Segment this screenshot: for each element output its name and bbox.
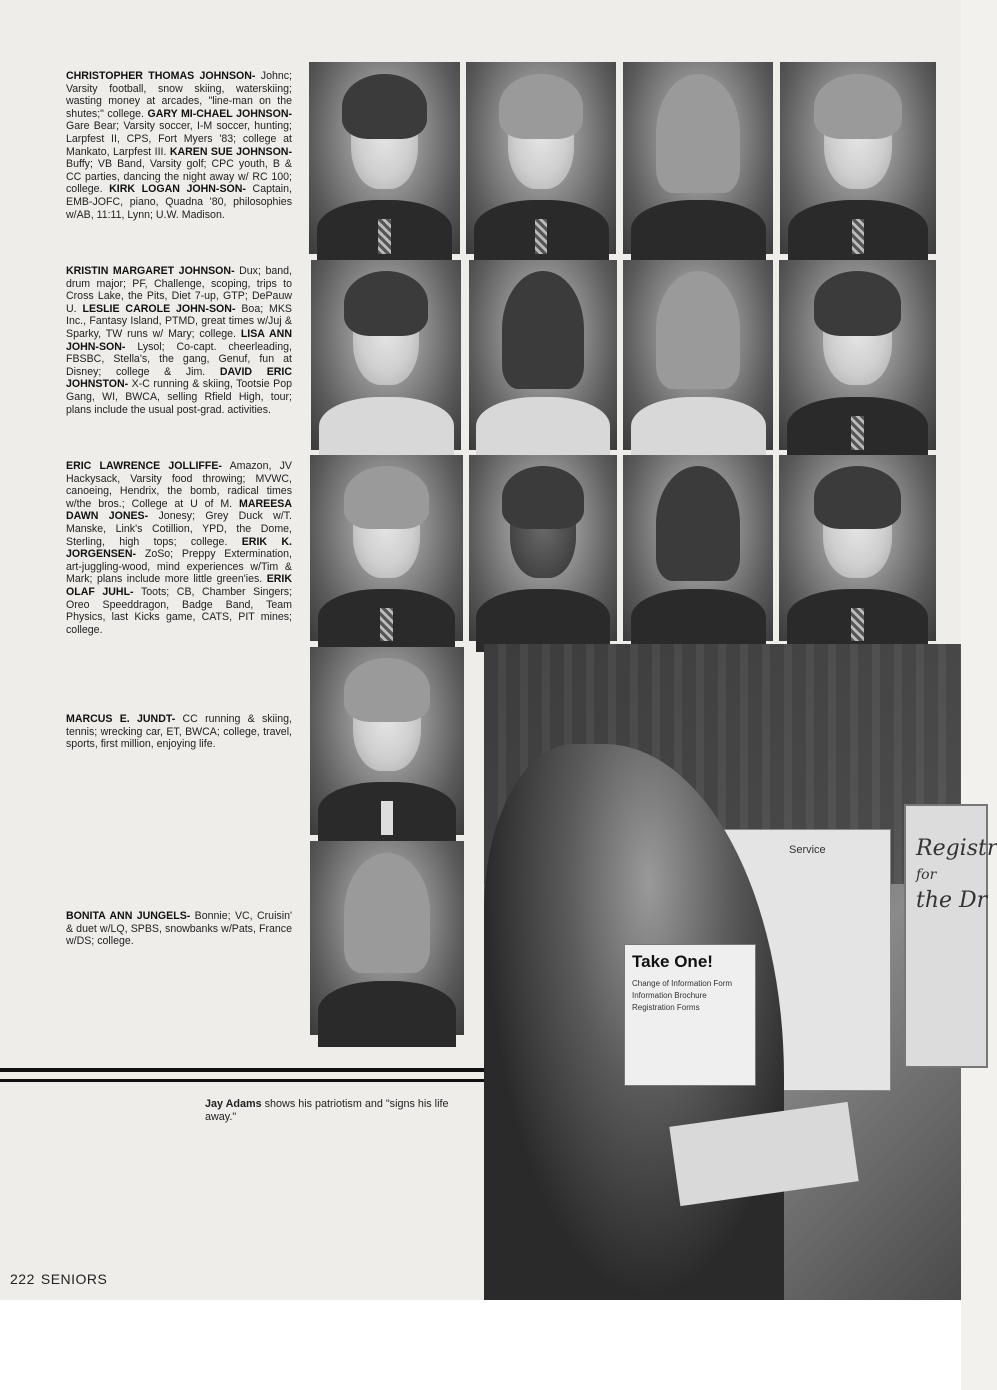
portrait-leslie-johnson [469,260,617,450]
bio-entry: KAREN SUE JOHNSON- Buffy; VB Band, Varsity golf; CPC youth, B & CC parties, dancing the night away w/ RC 100; college. [66,145,292,196]
portrait-marcus-jundt [310,647,464,835]
caption-text: shows his patriotism and "signs his life away." [205,1098,449,1123]
portrait-david-johnston [779,260,936,450]
form-item: Registration Forms [632,1003,700,1012]
bio-block-3 [66,460,292,636]
caption-name: Jay Adams [205,1098,262,1110]
bio-entry: KIRK LOGAN JOHN-SON- Captain, EMB-JOFC, piano, Quadna '80, philosophies w/AB, 11:11, Lynn; U.W. Madison. [66,183,292,221]
form-list [632,978,752,1014]
candid-photo [484,644,997,1300]
portrait-bonita-jungels [310,841,464,1035]
divider-rule [0,1068,484,1082]
sign-line: for [916,867,937,883]
bio-entry: KRISTIN MARGARET JOHNSON- Dux; band, drum major; PF, Challenge, scoping, trips to Cross Lake, the Pits, Diet 7-up, GTP; DePauw U. [66,265,292,315]
bio-entry: GARY MI-CHAEL JOHNSON- Gare Bear; Varsity soccer, I-M soccer, hunting; Larpfest II, CPS, Fort Myers '83; college at Mankato, Larpfest III. [66,107,292,158]
bio-entry: LESLIE CAROLE JOHN-SON- Boa; MKS Inc., Fantasy Island, PTMD, great times w/Juj & Sparky, TW runs w/ Mary; college. [66,302,292,340]
photo-caption [205,1098,475,1124]
registration-sign [904,804,997,1068]
take-one-label: Take One! [632,952,713,971]
portrait-gary-johnson [466,62,616,254]
bio-entry: CHRISTOPHER THOMAS JOHNSON- Johnc; Varsity football, snow skiing, waterskiing; wasting money at arcades, "line-man on the shutes;" college. [66,70,292,120]
bio-entry: DAVID ERIC JOHNSTON- X-C running & skiing, Tootsie Pop Gang, WI, BWCA, selling Rfield High, tour; plans include the usual post-grad. activities. [66,365,292,416]
bio-block-2 [66,265,292,416]
bio-entry: MARCUS E. JUNDT- CC running & skiing, tennis; wrecking car, ET, BWCA; college, travel, sports, first million, enjoying life. [66,713,292,751]
form-item: Information Brochure [632,991,707,1000]
bio-entry: ERIK OLAF JUHL- Toots; CB, Chamber Singers; Oreo Speeddragon, Badge Band, Team Physics, last Kicks game, CATS, PIT mines; college. [66,573,293,636]
portrait-eric-jolliffe [310,455,463,641]
portrait-kristin-johnson [311,260,461,450]
form-item: Change of Information Form [632,979,733,988]
portrait-erik-juhl [779,455,936,641]
bio-entry: ERIC LAWRENCE JOLLIFFE- Amazon, JV Hackysack, Varsity food throwing; MVWC, canoeing, Hendrix, the bomb, radical times w/the bros.; College at U of M. [66,460,292,510]
portrait-kirk-johnson [780,62,936,254]
portrait-erik-jorgensen [623,455,773,641]
portrait-christopher-johnson [309,62,460,254]
bio-block-5 [66,910,292,948]
sign-line: the Dr [916,888,988,913]
bio-block-1 [66,70,292,221]
portrait-karen-johnson [623,62,773,254]
sign-service-text: Service [789,844,826,856]
portrait-lisa-johnson [623,260,773,450]
bio-block-4 [66,713,292,751]
bio-entry: BONITA ANN JUNGELS- Bonnie; VC, Cruisin' & duet w/LQ, SPBS, snowbanks w/Pats, France w/DS; college. [66,910,292,948]
sign-line: Registr [916,836,997,861]
bio-entry: MAREESA DAWN JONES- Jonesy; Grey Duck w/T. Manske, Link's Cotillion, YPD, the Dome, Sterling, high tops; college. [66,497,292,548]
page-footer [10,1271,113,1287]
section-title: SENIORS [40,1271,108,1287]
page-number: 222 [10,1271,35,1287]
bio-entry: ERIK K. JORGENSEN- ZoSo; Preppy Extermination, art-juggling-wood, mind experiences w/Tim & Mark; plans include more little green'ies. [66,535,292,586]
bio-entry: LISA ANN JOHN-SON- Lysol; Co-capt. cheerleading, FBSBC, Stella's, the gang, Genuf, fun at Disney; college & Jim. [66,327,292,378]
bottom-margin [0,1300,961,1390]
portrait-mareesa-jones [469,455,617,641]
